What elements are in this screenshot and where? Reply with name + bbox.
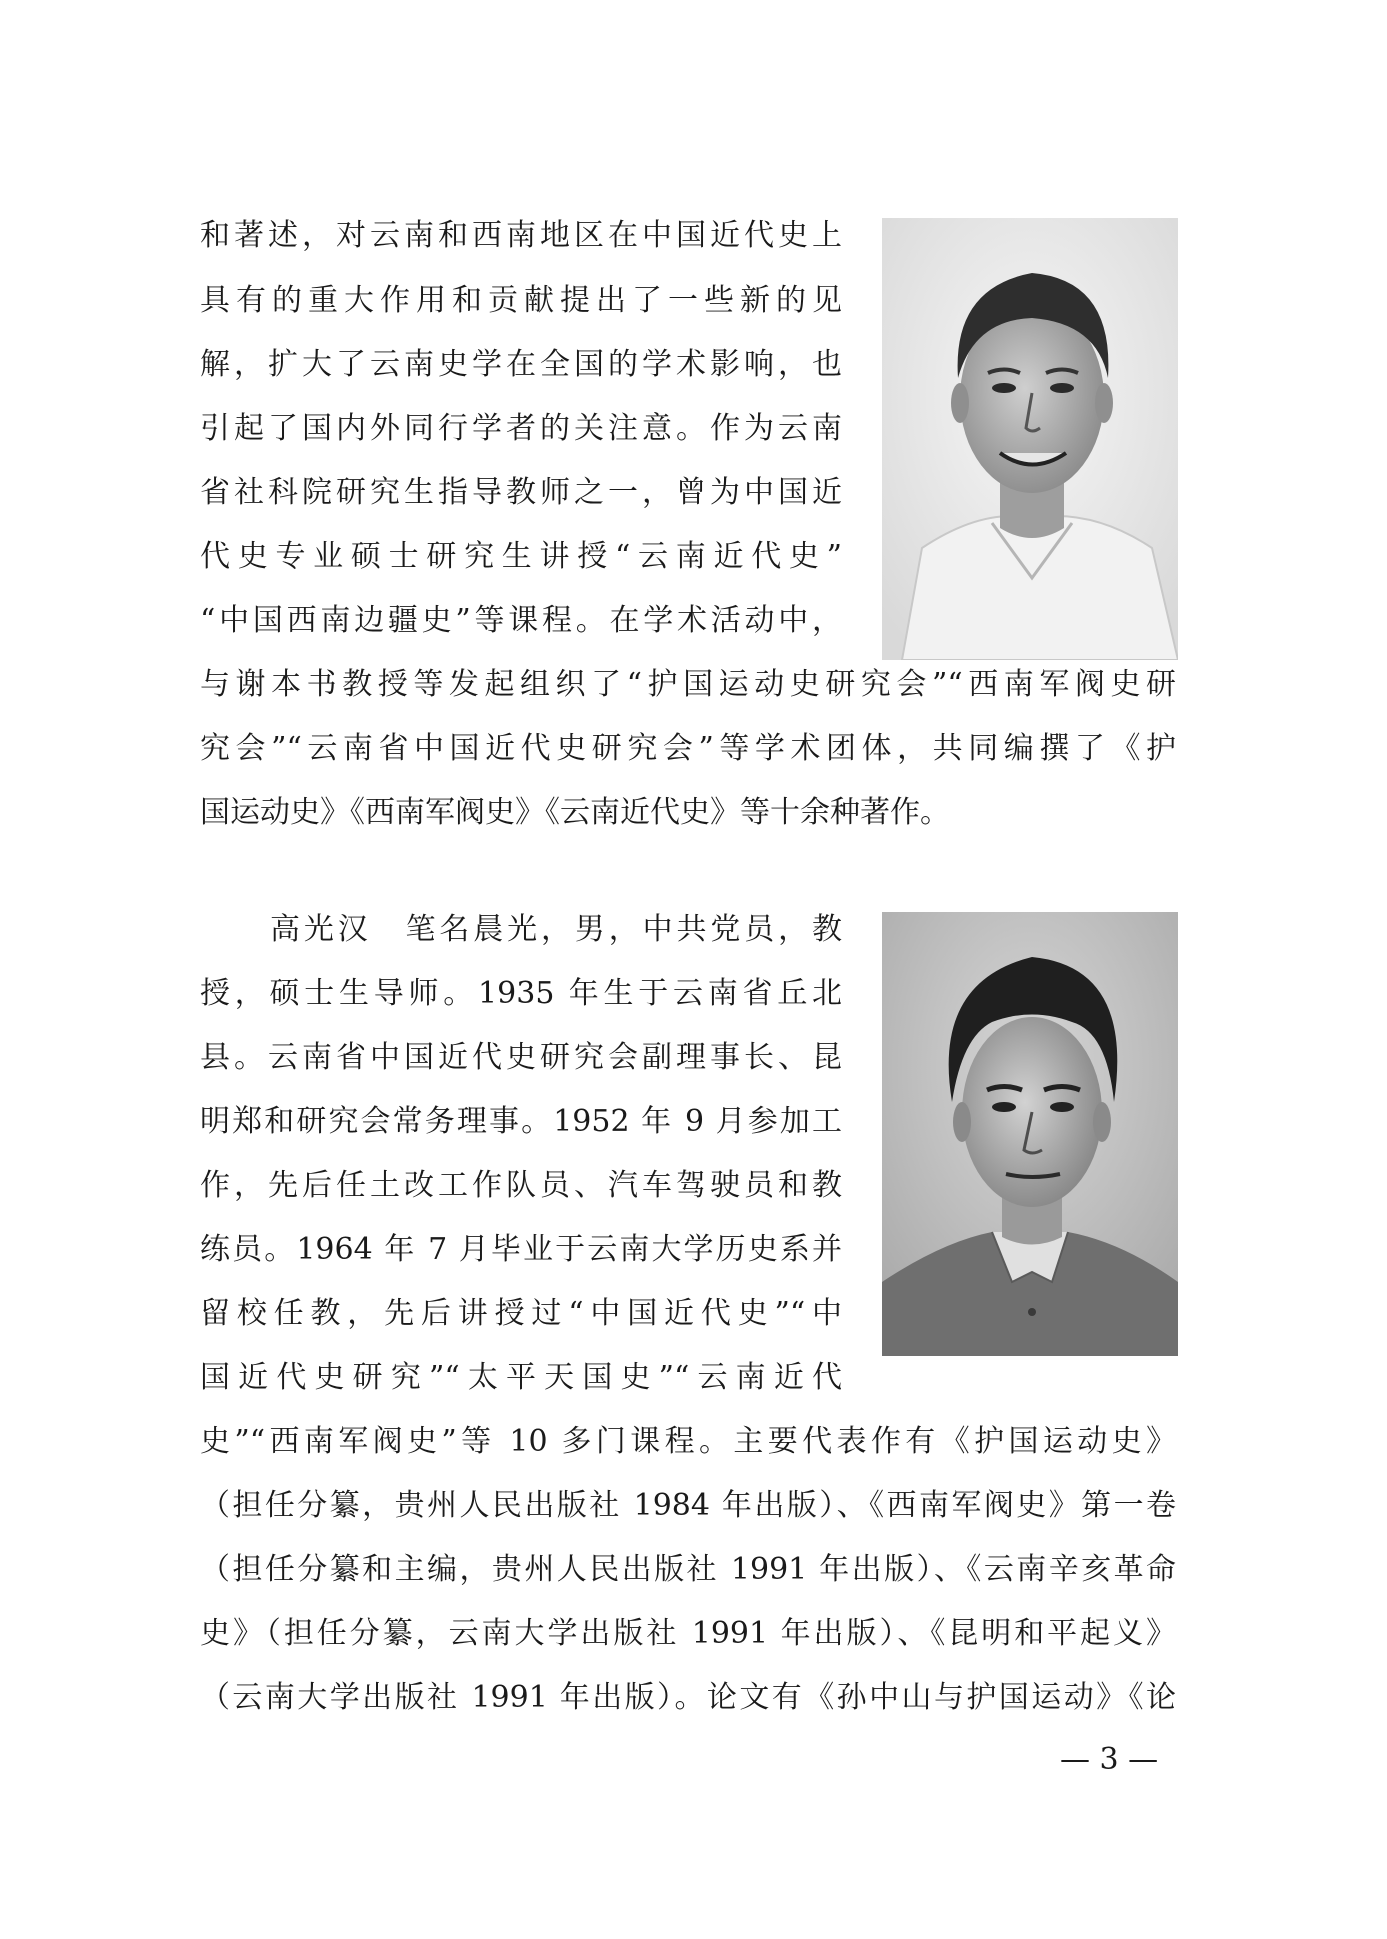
text-line: 练员。1964 年 7 月毕业于云南大学历史系并 [200,1232,842,1267]
portrait-photo-bottom [882,912,1178,1356]
text-line: 省社科院研究生指导教师之一，曾为中国近 [200,475,842,510]
text-line: “中国西南边疆史”等课程。在学术活动中， [200,603,842,638]
text-line: 授，硕士生导师。1935 年生于云南省丘北 [200,976,842,1011]
portrait-photo-top [882,218,1178,660]
text-line: （担任分纂和主编，贵州人民出版社 1991 年出版）、《云南辛亥革命 [200,1552,1176,1587]
text-line: 史”“西南军阀史”等 10 多门课程。主要代表作有《护国运动史》 [200,1424,1176,1459]
text-line: 具有的重大作用和贡献提出了一些新的见 [200,283,842,318]
text-line: 解，扩大了云南史学在全国的学术影响，也 [200,347,842,382]
text-line: 究会”“云南省中国近代史研究会”等学术团体，共同编撰了《护 [200,731,1176,766]
text-line: 史》（担任分纂，云南大学出版社 1991 年出版）、《昆明和平起义》 [200,1616,1176,1651]
text-line: 与谢本书教授等发起组织了“护国运动史研究会”“西南军阀史研 [200,667,1176,702]
text-line: 国近代史研究”“太平天国史”“云南近代 [200,1360,842,1395]
text-line: 引起了国内外同行学者的关注意。作为云南 [200,411,842,446]
text-line: 县。云南省中国近代史研究会副理事长、昆 [200,1040,842,1075]
text-line: （云南大学出版社 1991 年出版）。论文有《孙中山与护国运动》《论 [200,1680,1176,1715]
text-line: （担任分纂，贵州人民出版社 1984 年出版）、《西南军阀史》第一卷 [200,1488,1176,1523]
text-line: 代史专业硕士研究生讲授“云南近代史” [200,539,842,574]
text-line: 明郑和研究会常务理事。1952 年 9 月参加工 [200,1104,842,1139]
text-line: 作，先后任土改工作队员、汽车驾驶员和教 [200,1168,842,1203]
text-line: 留校任教，先后讲授过“中国近代史”“中 [200,1296,842,1331]
page-number: — 3 — [1060,1742,1159,1777]
text-line: 和著述，对云南和西南地区在中国近代史上 [200,218,842,253]
text-line: 国运动史》《西南军阀史》《云南近代史》等十余种著作。 [200,795,950,830]
text-line: 高光汉 笔名晨光，男，中共党员，教 [270,912,842,947]
